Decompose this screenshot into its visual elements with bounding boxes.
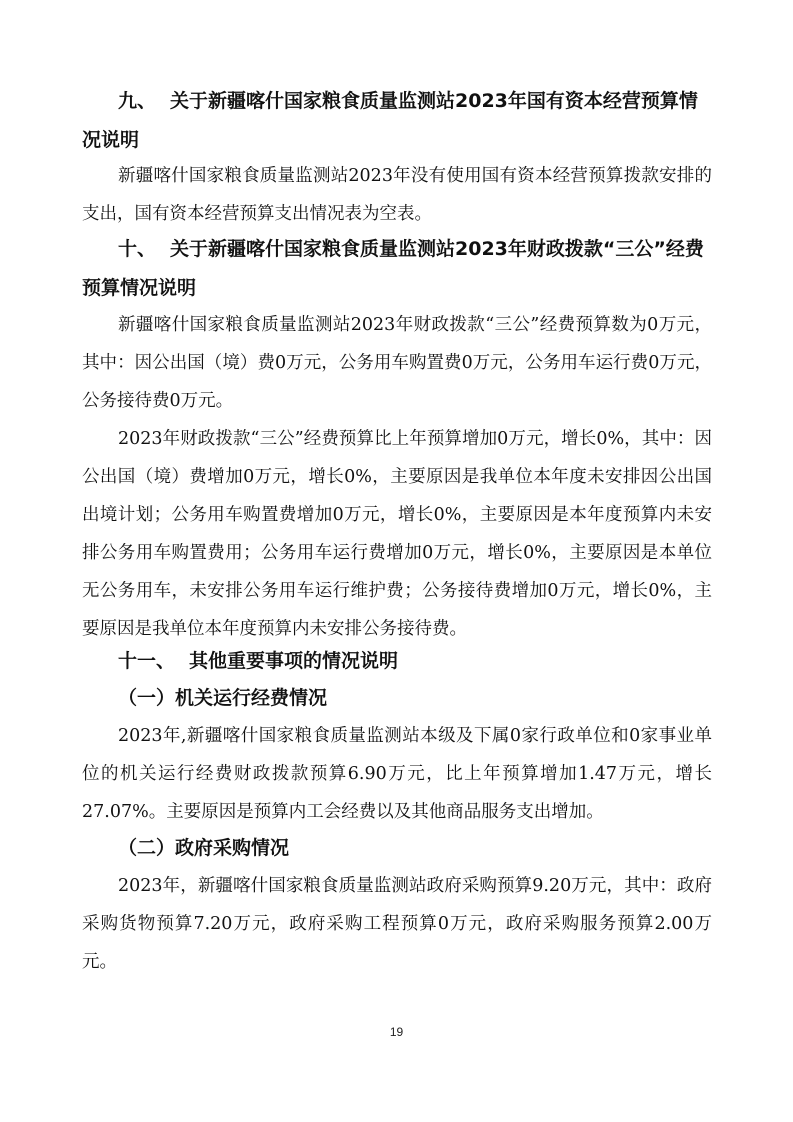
page-number: 19 <box>389 1025 404 1039</box>
section-11-number: 十一、 <box>118 650 176 672</box>
subsection-1-title: （一）机关运行经费情况 <box>118 687 328 709</box>
section-9-heading <box>82 82 712 160</box>
section-10-body-2: 2023年财政拨款“三公”经费预算比上年预算增加0万元，增长0%，其中：因公出国（境）费增加0万元，增长0%，主要原因是我单位本年度未安排因公出国出境计划；公务用车购置费增加0万元，增长0%，主要原因是本年度预算内未安排公务用车购置费用；公务用车运行费增加0万元，增长0%，主要原因是本单位无公务用车，未安排公务用车运行维护费；公务接待费增加0万元，增长0%，主要原因是我单位本年度预算内未安排公务接待费。 <box>82 429 712 639</box>
section-9-body: 新疆喀什国家粮食质量监测站2023年没有使用国有资本经营预算拨款安排的支出，国有资本经营预算支出情况表为空表。 <box>82 166 712 224</box>
subsection-2-body: 2023年，新疆喀什国家粮食质量监测站政府采购预算9.20万元，其中：政府采购货物预算7.20万元，政府采购工程预算0万元，政府采购服务预算2.00万元。 <box>82 876 712 972</box>
section-9-number: 九、 <box>118 90 157 112</box>
section-10-body-1: 新疆喀什国家粮食质量监测站2023年财政拨款“三公”经费预算数为0万元，其中：因公出国（境）费0万元，公务用车购置费0万元，公务用车运行费0万元，公务接待费0万元。 <box>82 315 712 411</box>
subsection-1-body: 2023年,新疆喀什国家粮食质量监测站本级及下属0家行政单位和0家事业单位的机关运行经费财政拨款预算6.90万元，比上年预算增加1.47万元，增长27.07%。主要原因是预算内工会经费以及其他商品服务支出增加。 <box>82 726 712 822</box>
section-10-number: 十、 <box>118 238 157 260</box>
section-9-title: 关于新疆喀什国家粮食质量监测站2023年国有资本经营预算情况说明 <box>82 90 698 151</box>
section-10-title: 关于新疆喀什国家粮食质量监测站2023年财政拨款“三公”经费预算情况说明 <box>82 238 704 299</box>
subsection-2-title: （二）政府采购情况 <box>118 837 290 859</box>
section-10-heading <box>82 230 712 308</box>
section-11-heading <box>82 642 712 681</box>
section-11-title: 其他重要事项的情况说明 <box>189 650 399 672</box>
